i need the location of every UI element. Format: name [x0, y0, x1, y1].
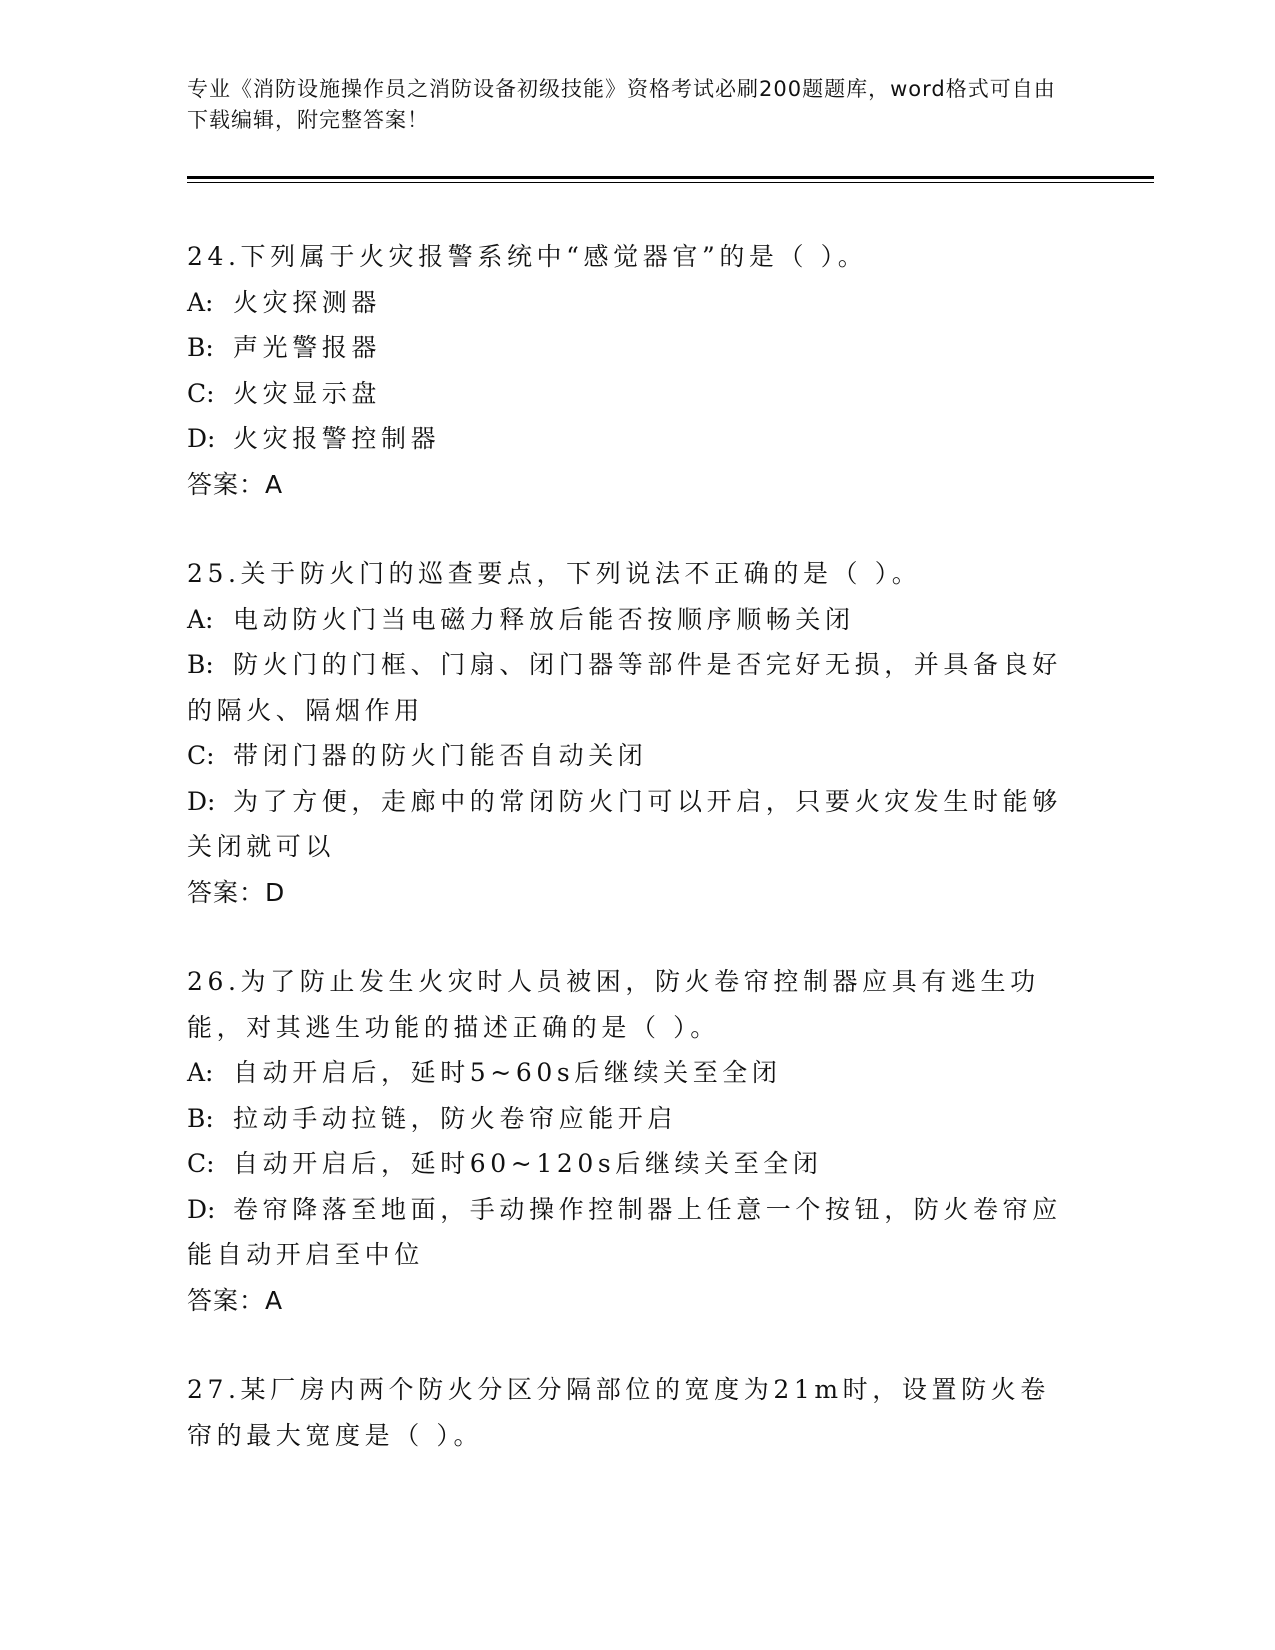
question-24: [187, 234, 1067, 507]
option-label: D:: [187, 424, 216, 453]
option-b: [187, 1096, 1067, 1142]
option-label: A:: [187, 287, 214, 317]
option-text: 电动防火门当电磁力释放后能否按顺序顺畅关闭: [233, 604, 855, 634]
question-26: [187, 959, 1067, 1323]
answer-line: 答案：D: [187, 877, 286, 907]
option-b: [187, 325, 1067, 371]
option-a: [187, 1050, 1067, 1096]
option-label: B:: [187, 650, 214, 679]
option-c: [187, 371, 1067, 417]
option-text: 带闭门器的防火门能否自动关闭: [233, 741, 648, 770]
question-list: [187, 234, 1067, 1502]
option-d: [187, 1187, 1067, 1278]
header-rule-thin: [187, 182, 1154, 183]
option-text: 火灾报警控制器: [233, 424, 441, 453]
option-d: [187, 416, 1067, 462]
question-stem: 25.关于防火门的巡查要点，下列说法不正确的是（ ）。: [187, 559, 922, 588]
option-label: A:: [187, 604, 214, 634]
question-stem: 27.某厂房内两个防火分区分隔部位的宽度为21m时，设置防火卷帘的最大宽度是（ ）。: [187, 1375, 1050, 1450]
option-label: B:: [187, 1103, 214, 1133]
header-line-2: 式可自由下载编辑，附完整答案！: [187, 77, 1056, 132]
option-c: [187, 733, 1067, 779]
header-line-1: 专业《消防设施操作员之消防设备初级技能》资格考试必刷200题题库，word格: [187, 77, 968, 101]
option-text: 为了方便，走廊中的常闭防火门可以开启，只要火灾发生时能够关闭就可以: [187, 786, 1062, 861]
option-label: C:: [187, 741, 215, 770]
option-label: D:: [187, 786, 216, 816]
option-text: 防火门的门框、门扇、闭门器等部件是否完好无损，并具备良好的隔火、隔烟作用: [187, 650, 1062, 725]
header-rule-thick: [187, 176, 1154, 179]
option-d: [187, 779, 1067, 870]
option-label: A:: [187, 1058, 214, 1087]
option-text: 卷帘降落至地面，手动操作控制器上任意一个按钮，防火卷帘应能自动开启至中位: [187, 1194, 1062, 1269]
option-text: 自动开启后，延时5~60s后继续关至全闭: [233, 1058, 782, 1087]
question-stem: 26.为了防止发生火灾时人员被困，防火卷帘控制器应具有逃生功能，对其逃生功能的描述正确的是（ ）。: [187, 967, 1040, 1042]
option-text: 火灾显示盘: [233, 378, 382, 408]
option-a: [187, 597, 1067, 643]
answer-line: 答案：A: [187, 469, 284, 499]
option-text: 自动开启后，延时60~120s后继续关至全闭: [233, 1149, 823, 1178]
document-header: [187, 74, 1067, 136]
option-text: 拉动手动拉链，防火卷帘应能开启: [233, 1103, 678, 1133]
option-b: [187, 642, 1067, 733]
option-text: 声光警报器: [233, 333, 382, 362]
question-25: [187, 551, 1067, 915]
option-a: [187, 280, 1067, 326]
option-label: C:: [187, 1149, 215, 1178]
question-27: [187, 1367, 1067, 1458]
answer-line: 答案：A: [187, 1285, 284, 1315]
option-c: [187, 1141, 1067, 1187]
option-text: 火灾探测器: [233, 287, 382, 317]
option-label: B:: [187, 333, 214, 362]
option-label: D:: [187, 1194, 216, 1224]
option-label: C:: [187, 378, 215, 408]
question-stem: 24.下列属于火灾报警系统中“感觉器官”的是（ ）。: [187, 242, 868, 271]
